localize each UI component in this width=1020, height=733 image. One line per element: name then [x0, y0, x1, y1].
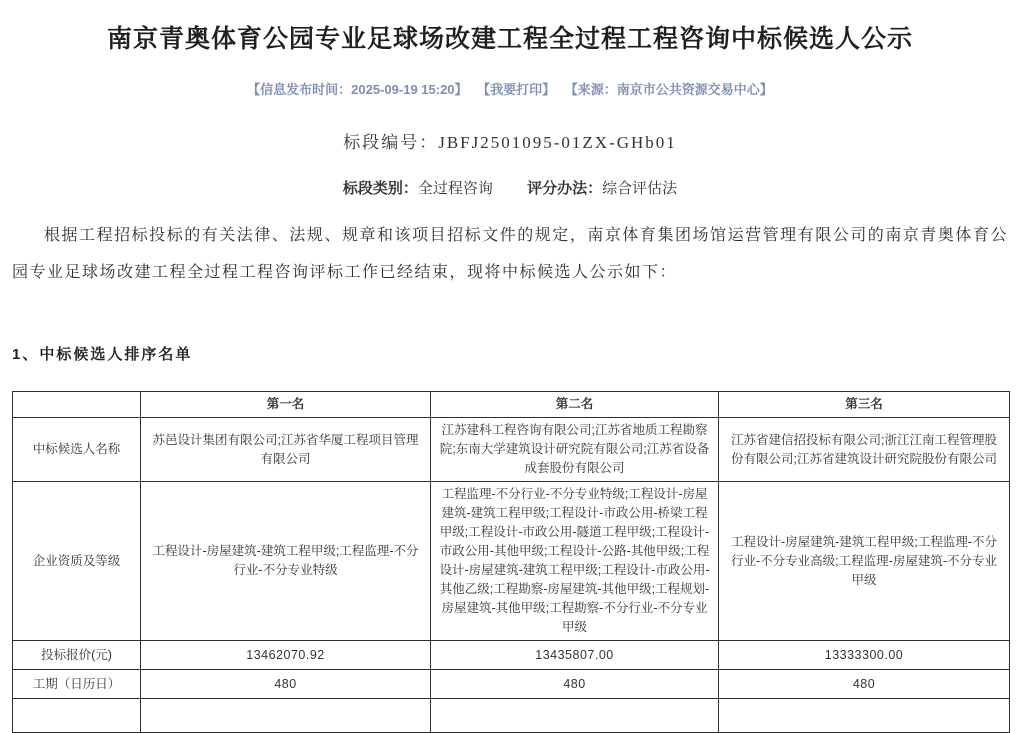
section-code-label: 标段编号： [343, 133, 439, 152]
section-info-line [0, 177, 1020, 198]
meta-line [0, 79, 1020, 98]
table-cell: 工程设计-房屋建筑-建筑工程甲级;工程监理-不分行业-不分专业高级;工程监理-房屋建筑-不分专业甲级 [719, 482, 1010, 641]
table-cell [719, 699, 1010, 733]
table-cell [141, 699, 431, 733]
scoring-method [527, 180, 677, 197]
table-cell: 13333300.00 [719, 641, 1010, 670]
row-label-qualifications: 企业资质及等级 [13, 482, 141, 641]
section-code-line [0, 128, 1020, 153]
table-cell: 480 [719, 670, 1010, 699]
table-cell: 江苏省建信招投标有限公司;浙江江南工程管理股份有限公司;江苏省建筑设计研究院股份有限公司 [719, 418, 1010, 482]
rank-1-header: 第一名 [141, 392, 431, 418]
table-cell: 江苏建科工程咨询有限公司;江苏省地质工程勘察院;东南大学建筑设计研究院有限公司;江苏省设备成套股份有限公司 [431, 418, 719, 482]
table-cell: 苏邑设计集团有限公司;江苏省华厦工程项目管理有限公司 [141, 418, 431, 482]
table-row-candidate-names [13, 418, 1010, 482]
table-cell [13, 699, 141, 733]
section-category-value: 全过程咨询 [417, 180, 493, 197]
rank-2-header: 第二名 [431, 392, 719, 418]
publish-time-label: 【信息发布时间：2025-09-19 15:20】 [247, 82, 468, 97]
table-cell: 工程监理-不分行业-不分专业特级;工程设计-房屋建筑-建筑工程甲级;工程设计-市政公用-桥梁工程甲级;工程设计-市政公用-隧道工程甲级;工程设计-市政公用-其他甲级;工程设计-公路-其他甲级;工程设计-房屋建筑-建筑工程甲级;工程设计-市政公用-其他乙级;工程勘察-房屋建筑-其他甲级;工程规划-房屋建筑-其他甲级;工程勘察-不分行业-不分专业甲级 [431, 482, 719, 641]
source-label: 【来源：南京市公共资源交易中心】 [564, 82, 773, 97]
section-category [343, 180, 493, 197]
table-row-qualifications [13, 482, 1010, 641]
table-cell: 13435807.00 [431, 641, 719, 670]
table-corner-cell [13, 392, 141, 418]
row-label-duration: 工期（日历日） [13, 670, 141, 699]
table-cell: 480 [431, 670, 719, 699]
table-cell: 13462070.92 [141, 641, 431, 670]
rank-3-header: 第三名 [719, 392, 1010, 418]
table-row-bid-price [13, 641, 1010, 670]
table-row-clipped [13, 699, 1010, 733]
page-title: 南京青奥体育公园专业足球场改建工程全过程工程咨询中标候选人公示 [106, 25, 913, 53]
section-heading: 1、中标候选人排序名单 [12, 346, 193, 363]
table-row-duration [13, 670, 1010, 699]
table-cell: 工程设计-房屋建筑-建筑工程甲级;工程监理-不分行业-不分专业特级 [141, 482, 431, 641]
scoring-method-label: 评分办法： [527, 180, 603, 197]
table-header-row [13, 392, 1010, 418]
table-cell: 480 [141, 670, 431, 699]
row-label-bid-price: 投标报价(元) [13, 641, 141, 670]
section-category-label: 标段类别： [342, 180, 418, 197]
bid-candidates-table [12, 391, 1010, 733]
print-button[interactable]: 【我要打印】 [477, 82, 556, 97]
table-cell [431, 699, 719, 733]
section-code-value: JBFJ2501095-01ZX-GHb01 [438, 133, 677, 152]
intro-paragraph: 根据工程招标投标的有关法律、法规、规章和该项目招标文件的规定，南京体育集团场馆运营管理有限公司的南京青奥体育公园专业足球场改建工程全过程工程咨询评标工作已经结束，现将中标候选人公示如下： [12, 227, 1008, 281]
row-label-candidate-names: 中标候选人名称 [13, 418, 141, 482]
scoring-method-value: 综合评估法 [602, 180, 678, 197]
